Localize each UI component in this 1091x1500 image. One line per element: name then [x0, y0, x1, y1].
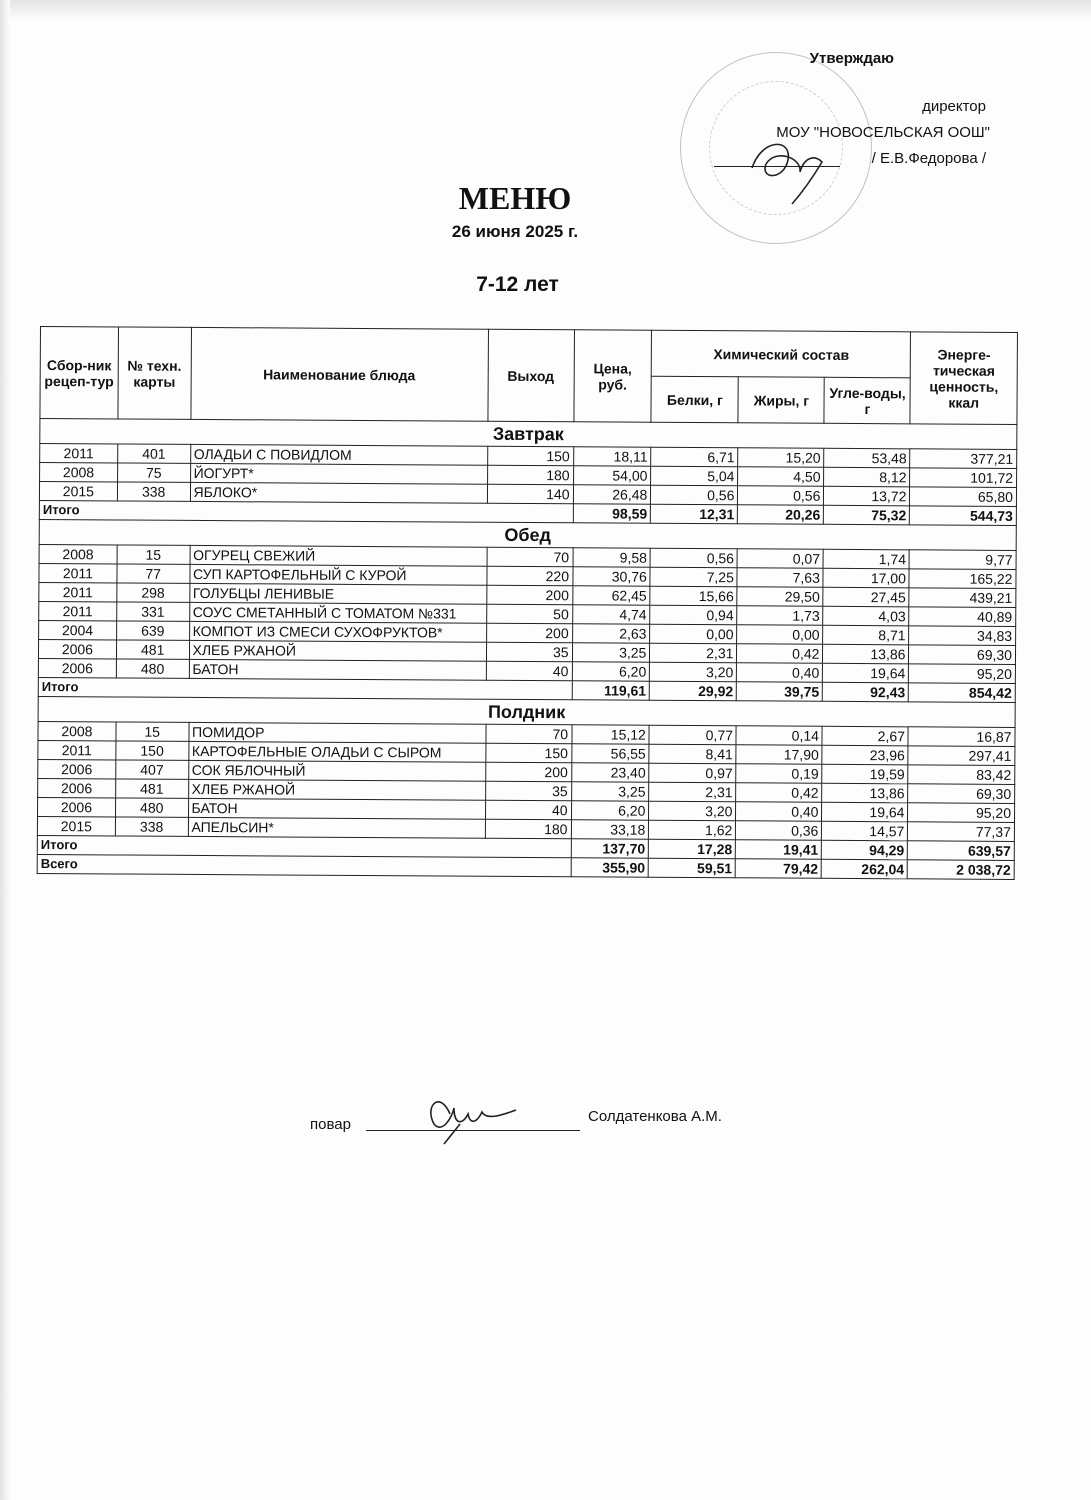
fat-cell: 0,07	[737, 549, 823, 569]
section-title: Полдник	[38, 696, 1015, 727]
output-cell: 70	[485, 724, 571, 744]
energy-cell: 16,87	[908, 727, 1015, 747]
collection-cell: 2008	[39, 544, 117, 563]
energy-cell: 77,37	[908, 822, 1015, 842]
collection-cell: 2006	[38, 778, 116, 797]
carbs-cell: 14,57	[822, 821, 908, 841]
age-group: 7-12 лет	[476, 273, 559, 296]
collection-cell: 2015	[37, 816, 115, 835]
header-collection: Сбор-ник рецеп-тур	[40, 327, 118, 419]
protein-cell: 6,71	[651, 447, 738, 467]
collection-cell: 2011	[39, 563, 117, 582]
output-cell: 140	[487, 484, 573, 504]
dish-name-cell: АПЕЛЬСИН*	[188, 817, 485, 838]
header-dish-name: Наименование блюда	[190, 327, 488, 421]
price-cell: 33,18	[571, 820, 649, 839]
output-cell: 180	[487, 465, 573, 485]
carbs-cell: 2,67	[822, 726, 908, 746]
card-cell: 407	[116, 760, 189, 779]
carbs-cell: 8,12	[824, 467, 910, 487]
grand-total-carbs-cell: 262,04	[822, 859, 908, 879]
cook-name: Солдатенкова А.М.	[588, 1108, 722, 1125]
protein-cell: 3,20	[649, 801, 736, 821]
approval-heading: Утверждаю	[809, 50, 894, 67]
fat-cell: 7,63	[737, 568, 823, 588]
output-cell: 40	[486, 661, 572, 681]
menu-table-body	[37, 419, 1017, 880]
section-title: Завтрак	[40, 419, 1017, 450]
dish-name-cell: ЙОГУРТ*	[190, 463, 487, 484]
card-cell: 401	[117, 444, 190, 463]
protein-cell: 1,62	[649, 820, 736, 840]
card-cell: 150	[116, 741, 189, 760]
collection-cell: 2011	[39, 601, 117, 620]
price-cell: 3,25	[572, 643, 650, 662]
fat-cell: 1,73	[737, 606, 823, 626]
carbs-cell: 8,71	[823, 625, 909, 645]
total-energy-cell: 854,42	[909, 683, 1016, 703]
fat-cell: 4,50	[738, 467, 824, 487]
protein-cell: 0,56	[651, 485, 738, 505]
menu-date: 26 июня 2025 г.	[451, 222, 579, 241]
carbs-cell: 4,03	[823, 606, 909, 626]
total-fat-cell: 20,26	[738, 505, 824, 525]
collection-cell: 2015	[39, 482, 117, 501]
approval-organization: МОУ "НОВОСЕЛЬСКАЯ ООШ"	[776, 124, 990, 141]
carbs-cell: 13,72	[824, 486, 910, 506]
total-protein-cell: 17,28	[649, 839, 736, 859]
header-card-no: № техн. карты	[118, 327, 191, 419]
dish-name-cell: БАТОН	[189, 659, 486, 680]
energy-cell: 377,21	[910, 449, 1017, 469]
grand-total-protein-cell: 59,51	[649, 858, 736, 878]
output-cell: 150	[485, 743, 571, 763]
scan-shadow-top	[0, 0, 1091, 20]
fat-cell: 0,36	[736, 821, 822, 841]
card-cell: 481	[116, 640, 189, 659]
dish-name-cell: ОГУРЕЦ СВЕЖИЙ	[190, 545, 487, 566]
protein-cell: 2,31	[650, 643, 737, 663]
total-carbs-cell: 94,29	[822, 840, 908, 860]
card-cell: 639	[116, 621, 189, 640]
carbs-cell: 19,64	[822, 802, 908, 822]
energy-cell: 69,30	[908, 784, 1015, 804]
price-cell: 30,76	[572, 567, 650, 586]
fat-cell: 0,19	[736, 764, 822, 784]
energy-cell: 95,20	[909, 664, 1016, 684]
protein-cell: 7,25	[650, 567, 737, 587]
energy-cell: 439,21	[909, 588, 1016, 608]
card-cell: 77	[117, 564, 190, 583]
dish-name-cell: ГОЛУБЦЫ ЛЕНИВЫЕ	[189, 583, 486, 604]
card-cell: 15	[116, 722, 189, 741]
dish-name-cell: ХЛЕБ РЖАНОЙ	[188, 779, 485, 800]
protein-cell: 0,56	[650, 548, 737, 568]
page-title: МЕНЮ	[458, 180, 572, 216]
dish-name-cell: СОК ЯБЛОЧНЫЙ	[188, 760, 485, 781]
fat-cell: 17,90	[736, 745, 822, 765]
protein-cell: 2,31	[649, 782, 736, 802]
protein-cell: 0,94	[650, 605, 737, 625]
card-cell: 480	[115, 798, 188, 817]
header-fat: Жиры, г	[738, 377, 824, 424]
grand-total-fat-cell: 79,42	[736, 859, 822, 879]
price-cell: 62,45	[572, 586, 650, 605]
price-cell: 26,48	[573, 485, 651, 504]
cook-signature-block	[310, 1100, 770, 1160]
energy-cell: 34,83	[909, 626, 1016, 646]
protein-cell: 0,00	[650, 624, 737, 644]
total-energy-cell: 639,57	[908, 841, 1015, 861]
protein-cell: 15,66	[650, 586, 737, 606]
card-cell: 75	[117, 463, 190, 482]
dish-name-cell: ПОМИДОР	[188, 722, 485, 743]
price-cell: 6,20	[571, 801, 649, 820]
collection-cell: 2006	[38, 639, 116, 658]
fat-cell: 15,20	[738, 448, 824, 468]
protein-cell: 3,20	[650, 662, 737, 682]
header-price: Цена, руб.	[573, 330, 651, 422]
energy-cell: 95,20	[908, 803, 1015, 823]
output-cell: 35	[486, 642, 572, 662]
fat-cell: 29,50	[737, 587, 823, 607]
dish-name-cell: КАРТОФЕЛЬНЫЕ ОЛАДЬИ С СЫРОМ	[188, 741, 485, 762]
menu-table	[37, 326, 1018, 880]
fat-cell: 0,40	[736, 802, 822, 822]
collection-cell: 2008	[40, 463, 118, 482]
fat-cell: 0,40	[737, 663, 823, 683]
energy-cell: 69,30	[909, 645, 1016, 665]
price-cell: 9,58	[573, 548, 651, 567]
price-cell: 23,40	[571, 763, 649, 782]
collection-cell: 2006	[38, 658, 116, 677]
output-cell: 200	[486, 623, 572, 643]
energy-cell: 83,42	[908, 765, 1015, 785]
approval-position: директор	[922, 98, 986, 115]
total-carbs-cell: 92,43	[823, 682, 909, 702]
total-protein-cell: 29,92	[650, 681, 737, 701]
grand-total-energy-cell: 2 038,72	[908, 860, 1015, 880]
collection-cell: 2011	[38, 740, 116, 759]
protein-cell: 8,41	[649, 744, 736, 764]
total-label: Итого	[37, 835, 571, 857]
menu-table-wrapper	[37, 326, 1018, 880]
card-cell: 298	[117, 583, 190, 602]
price-cell: 15,12	[571, 725, 649, 744]
output-cell: 200	[486, 585, 572, 605]
output-cell: 70	[487, 547, 573, 567]
approval-signatory: / Е.В.Федорова /	[871, 150, 986, 167]
fat-cell: 0,42	[736, 783, 822, 803]
dish-name-cell: ОЛАДЬИ С ПОВИДЛОМ	[190, 444, 487, 465]
dish-name-cell: СОУС СМЕТАННЫЙ С ТОМАТОМ №331	[189, 602, 486, 623]
output-cell: 35	[485, 781, 571, 801]
carbs-cell: 1,74	[823, 549, 909, 569]
header-protein: Белки, г	[651, 376, 738, 423]
total-protein-cell: 12,31	[651, 504, 738, 524]
price-cell: 56,55	[571, 744, 649, 763]
header-carbs: Угле-воды, г	[824, 377, 910, 424]
card-cell: 15	[117, 545, 190, 564]
collection-cell: 2006	[38, 759, 116, 778]
output-cell: 200	[485, 762, 571, 782]
carbs-cell: 19,64	[823, 663, 909, 683]
collection-cell: 2011	[39, 582, 117, 601]
header-energy: Энерге-тическая ценность, ккал	[910, 332, 1017, 425]
energy-cell: 40,89	[909, 607, 1016, 627]
grand-total-label: Всего	[37, 854, 571, 876]
card-cell: 338	[115, 817, 188, 836]
carbs-cell: 13,86	[822, 783, 908, 803]
header-output: Выход	[487, 329, 574, 422]
carbs-cell: 19,59	[822, 764, 908, 784]
fat-cell: 0,56	[738, 486, 824, 506]
approval-block	[690, 40, 990, 180]
total-price-cell: 137,70	[571, 839, 649, 858]
carbs-cell: 27,45	[823, 587, 909, 607]
protein-cell: 5,04	[651, 466, 738, 486]
dish-name-cell: БАТОН	[188, 798, 485, 819]
price-cell: 18,11	[573, 447, 651, 466]
price-cell: 4,74	[572, 605, 650, 624]
output-cell: 220	[486, 566, 572, 586]
total-label: Итого	[39, 500, 573, 522]
total-energy-cell: 544,73	[910, 506, 1017, 526]
collection-cell: 2006	[38, 797, 116, 816]
card-cell: 331	[117, 602, 190, 621]
price-cell: 54,00	[573, 466, 651, 485]
energy-cell: 9,77	[909, 550, 1016, 570]
carbs-cell: 53,48	[824, 448, 910, 468]
total-price-cell: 119,61	[572, 681, 650, 700]
carbs-cell: 23,96	[822, 745, 908, 765]
card-cell: 480	[116, 659, 189, 678]
total-fat-cell: 19,41	[736, 840, 822, 860]
collection-cell: 2011	[40, 444, 118, 463]
energy-cell: 297,41	[908, 746, 1015, 766]
collection-cell: 2004	[39, 620, 117, 639]
carbs-cell: 13,86	[823, 644, 909, 664]
total-fat-cell: 39,75	[737, 682, 823, 702]
output-cell: 40	[485, 800, 571, 820]
output-cell: 50	[486, 604, 572, 624]
total-label: Итого	[38, 677, 572, 699]
section-title: Обед	[39, 519, 1016, 550]
cook-signature	[420, 1084, 530, 1148]
price-cell: 2,63	[572, 624, 650, 643]
fat-cell: 0,14	[736, 726, 822, 746]
fat-cell: 0,42	[737, 644, 823, 664]
energy-cell: 165,22	[909, 569, 1016, 589]
price-cell: 6,20	[572, 662, 650, 681]
dish-name-cell: ЯБЛОКО*	[190, 482, 487, 503]
grand-total-price-cell: 355,90	[571, 858, 649, 877]
card-cell: 338	[117, 482, 190, 501]
price-cell: 3,25	[571, 782, 649, 801]
protein-cell: 0,97	[649, 763, 736, 783]
energy-cell: 65,80	[910, 487, 1017, 507]
collection-cell: 2008	[38, 721, 116, 740]
dish-name-cell: СУП КАРТОФЕЛЬНЫЙ С КУРОЙ	[189, 564, 486, 585]
total-price-cell: 98,59	[573, 504, 651, 523]
output-cell: 150	[487, 446, 573, 466]
dish-name-cell: КОМПОТ ИЗ СМЕСИ СУХОФРУКТОВ*	[189, 621, 486, 642]
energy-cell: 101,72	[910, 468, 1017, 488]
total-carbs-cell: 75,32	[824, 505, 910, 525]
dish-name-cell: ХЛЕБ РЖАНОЙ	[189, 640, 486, 661]
output-cell: 180	[485, 819, 571, 839]
protein-cell: 0,77	[649, 725, 736, 745]
header-chem: Химический состав	[652, 330, 911, 378]
card-cell: 481	[115, 779, 188, 798]
fat-cell: 0,00	[737, 625, 823, 645]
carbs-cell: 17,00	[823, 568, 909, 588]
cook-label: повар	[310, 1116, 351, 1133]
